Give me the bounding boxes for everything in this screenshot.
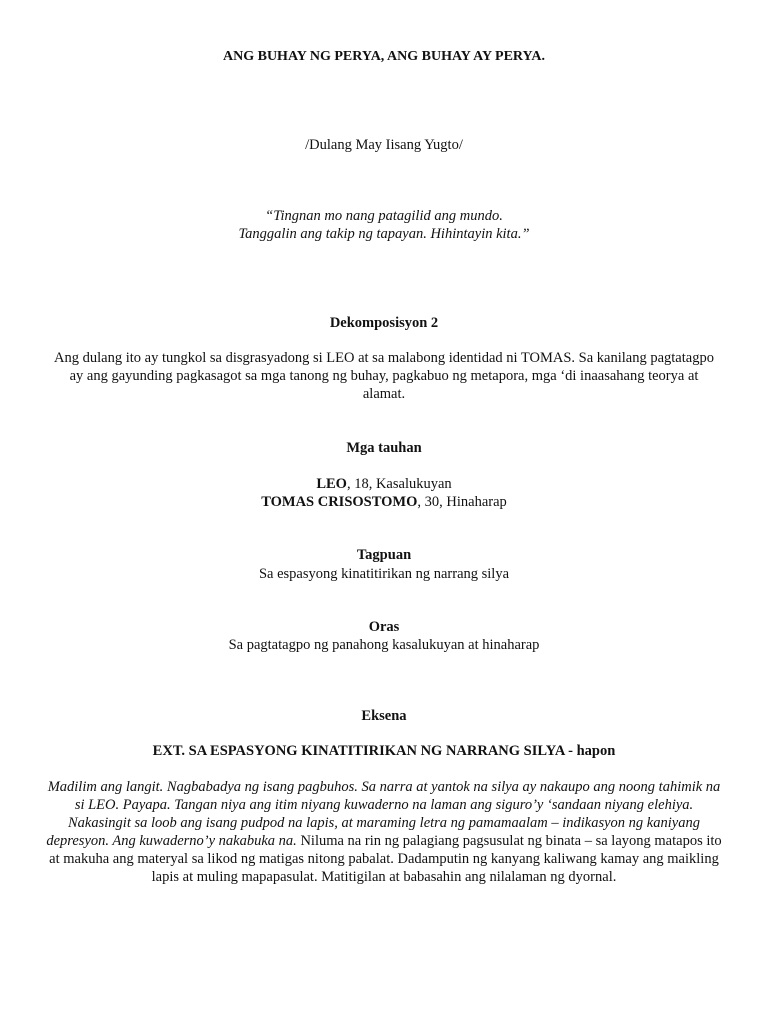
- dekomposisyon-heading: Dekomposisyon 2: [329, 315, 439, 331]
- scene-direction-italic: Madilim ang langit. Nagbabadya ng isang pagbuhos. Sa narra at yantok na silya ay nakaupo ang noong tahimik na si LEO. Payapa. Tangan niya ang itim niyang kuwaderno na laman ang siguro’y ‘sandaan niyang elehiya. Nakasingit sa loob ang isang pudpod na lapis, at maraming letra ng pamamaalam – indikasyon ng kaniyang depresyon. Ang kuwaderno’y nakabuka na.: [46, 779, 721, 849]
- character-details: , 18, Kasalukuyan: [346, 476, 452, 492]
- scene-direction-plain: Niluma na rin ng palagiang pagsusulat ng binata – sa layong matapos ito at makuha ang materyal sa likod ng matigas nitong pabalat. Dadamputin ng kanyang kaliwang kamay ang maikling lapis at muling mapapasulat. Matitigilan at babasahin ang nilalaman ng dyornal.: [49, 833, 722, 885]
- character-name: TOMAS CRISOSTOMO: [261, 494, 418, 510]
- time-text: Sa pagtatagpo ng panahong kasalukuyan at hinaharap: [228, 637, 540, 653]
- scene-paragraph: [44, 778, 724, 886]
- setting-text: Sa espasyong kinatitirikan ng narrang silya: [258, 566, 510, 582]
- character-details: , 30, Hinaharap: [417, 494, 507, 510]
- document-title: ANG BUHAY NG PERYA, ANG BUHAY AY PERYA.: [223, 49, 545, 64]
- character-entry: [48, 475, 720, 493]
- document-subtitle: /Dulang May Iisang Yugto/: [305, 137, 463, 153]
- character-name: LEO: [316, 476, 347, 492]
- epigraph: [0, 207, 768, 243]
- epigraph-line-2: Tanggalin ang takip ng tapayan. Hihintayin kita.”: [238, 226, 530, 242]
- characters-heading: Mga tauhan: [346, 440, 422, 456]
- scene-heading: EXT. SA ESPASYONG KINATITIRIKAN NG NARRANG SILYA - hapon: [152, 743, 616, 759]
- epigraph-line-1: “Tingnan mo nang patagilid ang mundo.: [265, 208, 503, 224]
- synopsis-paragraph: Ang dulang ito ay tungkol sa disgrasyadong si LEO at sa malabong identidad ni TOMAS. Sa kanilang pagtatagpo ay ang gayunding pagkasagot sa mga tanong ng buhay, pagkabuo ng metapora, mga ‘di inaasahang teorya at alamat.: [54, 350, 714, 402]
- setting-heading: Tagpuan: [356, 547, 412, 563]
- character-entry: [48, 493, 720, 511]
- time-heading: Oras: [368, 619, 400, 635]
- scene-section-heading: Eksena: [361, 708, 407, 724]
